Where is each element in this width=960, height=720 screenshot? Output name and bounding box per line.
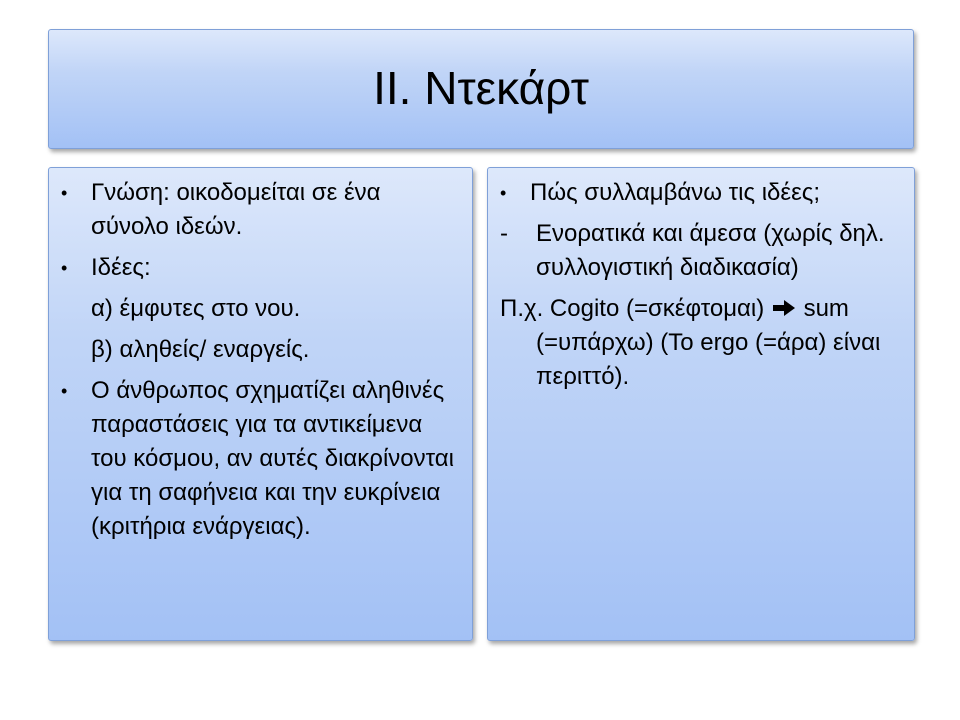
list-item (49, 374, 472, 544)
example-item (488, 292, 914, 394)
example-text-part1: Π.χ. Cogito (=σκέφτομαι) (500, 295, 765, 322)
bullet-marker: • (61, 381, 68, 401)
list-item-text: Ιδέες: (91, 254, 151, 281)
list-item (49, 251, 472, 285)
right-content-box (487, 167, 915, 641)
right-text-block (488, 176, 914, 401)
answer-text: Ενορατικά και άμεσα (χωρίς δηλ. συλλογιστική διαδικασία) (536, 220, 885, 281)
right-arrow-icon (771, 294, 797, 314)
list-item-text: β) αληθείς/ εναργείς. (91, 336, 310, 363)
list-item (49, 333, 472, 367)
title-box (48, 29, 914, 149)
left-content-box (48, 167, 473, 641)
list-item-text: α) έμφυτες στο νου. (91, 295, 301, 322)
bullet-marker: • (500, 183, 507, 203)
bullet-marker: • (61, 258, 68, 278)
list-item-text: Ο άνθρωπος σχηματίζει αληθινές παραστάσεις για τα αντικείμενα του κόσμου, αν αυτές διακρίνονται για τη σαφήνεια και την ευκρίνεια (κριτήρια ενάργειας). (91, 377, 454, 540)
bullet-marker: • (61, 183, 68, 203)
answer-item (488, 217, 914, 285)
example-text-part2: sum (=υπάρχω) (Το ergo (=άρα) είναι περιττό). (536, 295, 881, 390)
question-text: Πώς συλλαμβάνω τις ιδέες; (530, 179, 821, 206)
list-item (49, 176, 472, 244)
list-item-text: Γνώση: οικοδομείται σε ένα σύνολο ιδεών. (91, 179, 381, 240)
question-item (488, 176, 914, 210)
dash-marker: - (500, 220, 508, 247)
left-text-block (49, 176, 472, 551)
slide-title: ΙΙ. Ντεκάρτ (373, 62, 589, 114)
list-item (49, 292, 472, 326)
